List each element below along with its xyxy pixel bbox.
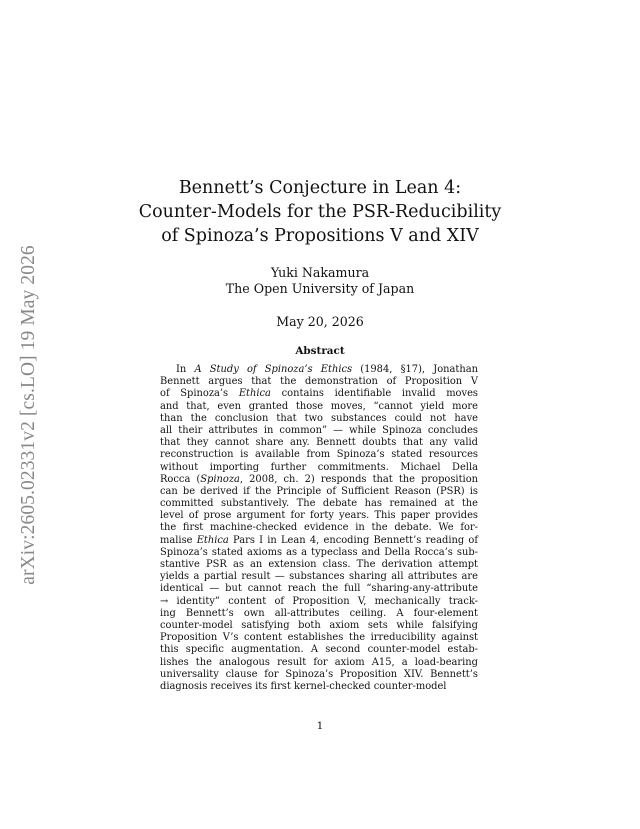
title-line: Counter-Models for the PSR-Reducibility [138,202,502,222]
abstract-line [160,510,478,522]
abstract-text: reconstruction is available from Spinoza’s stated resources [160,449,478,461]
abstract-line [160,669,478,681]
abstract-line [160,486,478,498]
abstract-text: Spinoza’s stated axioms as a typeclass and Della Rocca’s sub- [160,546,478,558]
abstract-heading: Abstract [295,345,345,357]
page-number: 1 [316,720,324,732]
abstract-line [160,547,478,559]
abstract-line [160,401,478,413]
abstract-text: Proposition V’s content establishes the irreducibility against [160,632,478,644]
abstract-line [160,681,478,693]
arxiv-identifier-text: arXiv:2605.02331v2 [cs.LO] 19 May 2026 [18,245,39,585]
abstract-text: contains identifiable invalid moves [270,388,478,400]
abstract-line [160,449,478,461]
abstract-italic-text: Ethica [238,388,271,400]
abstract-body [160,364,478,693]
abstract-italic-text: Spinoza [200,473,240,485]
abstract-text: without importing further commitments. Michael Della [160,461,478,473]
abstract-text: and that, even granted those moves, “cannot yield more [160,400,478,412]
abstract-text: yields a partial result — substances sharing all attributes are [160,571,478,583]
abstract-text: (1984, §17), Jonathan [352,364,478,375]
abstract-line [160,559,478,571]
abstract-line [160,644,478,656]
abstract-text: universality clause for Spinoza’s Proposition XIV. Bennett’s [160,668,478,680]
abstract-line [160,462,478,474]
abstract-line [160,425,478,437]
abstract-text: Pars I in Lean 4, encoding Bennett’s reading of [228,534,478,546]
abstract-line [160,413,478,425]
author-affiliation: The Open University of Japan [225,281,415,296]
abstract-text: than the conclusion that two substances could not have [160,412,478,424]
abstract-text: this specific augmentation. A second counter-model estab- [160,644,478,656]
abstract-text: counter-model satisfying both axiom sets while falsifying [160,619,478,631]
abstract-line [160,632,478,644]
abstract-text: can be derived if the Principle of Sufficient Reason (PSR) is [160,485,478,497]
abstract-text: identical — but cannot reach the full “sharing-any-attribute [160,583,478,595]
abstract-line [160,657,478,669]
abstract-text: diagnosis receives its first kernel-checked counter-model [160,680,447,692]
abstract-text: ing Bennett’s own all-attributes ceiling. A four-element [160,607,478,619]
abstract-line [160,388,478,400]
abstract-text: → identity” content of Proposition V, mechanically track- [160,595,478,607]
abstract-text: committed substantively. The debate has remained at the [160,498,478,510]
abstract-text: In [176,364,195,375]
abstract-text: Rocca ( [160,473,201,485]
abstract-italic-text: Ethica [196,534,229,546]
abstract-text: of Spinoza’s [160,388,239,400]
abstract-italic-text: A Study of Spinoza’s Ethics [194,364,353,375]
abstract-line [160,364,478,376]
abstract-text: , 2008, ch. 2) responds that the proposition [239,473,479,485]
abstract-text: Bennett argues that the demonstration of Proposition V [160,376,478,388]
paper-title [100,176,540,248]
paper-date: May 20, 2026 [276,314,364,329]
abstract-text: the first machine-checked evidence in the debate. We for- [160,522,478,534]
title-line: of Spinoza’s Propositions V and XIV [161,226,479,246]
abstract-text: lishes the analogous result for axiom A15, a load-bearing [160,656,478,668]
arxiv-identifier [16,230,42,600]
abstract-text: that they cannot share any. Bennett doubts that any valid [160,437,478,449]
abstract-line [160,535,478,547]
abstract-text: malise [160,534,197,546]
abstract-line [160,583,478,595]
abstract-text: all their attributes in common” — while Spinoza concludes [160,424,478,436]
abstract-line [160,571,478,583]
author-name: Yuki Nakamura [270,265,370,280]
title-line: Bennett’s Conjecture in Lean 4: [178,178,462,198]
abstract-line [160,522,478,534]
abstract-line [160,437,478,449]
abstract-text: stantive PSR as an extension class. The derivation attempt [160,559,478,570]
abstract-line [160,608,478,620]
abstract-line [160,498,478,510]
abstract-line [160,620,478,632]
abstract-line [160,376,478,388]
abstract-line [160,474,478,486]
abstract-text: level of prose argument for forty years. This paper provides [160,510,478,522]
abstract-line [160,596,478,608]
